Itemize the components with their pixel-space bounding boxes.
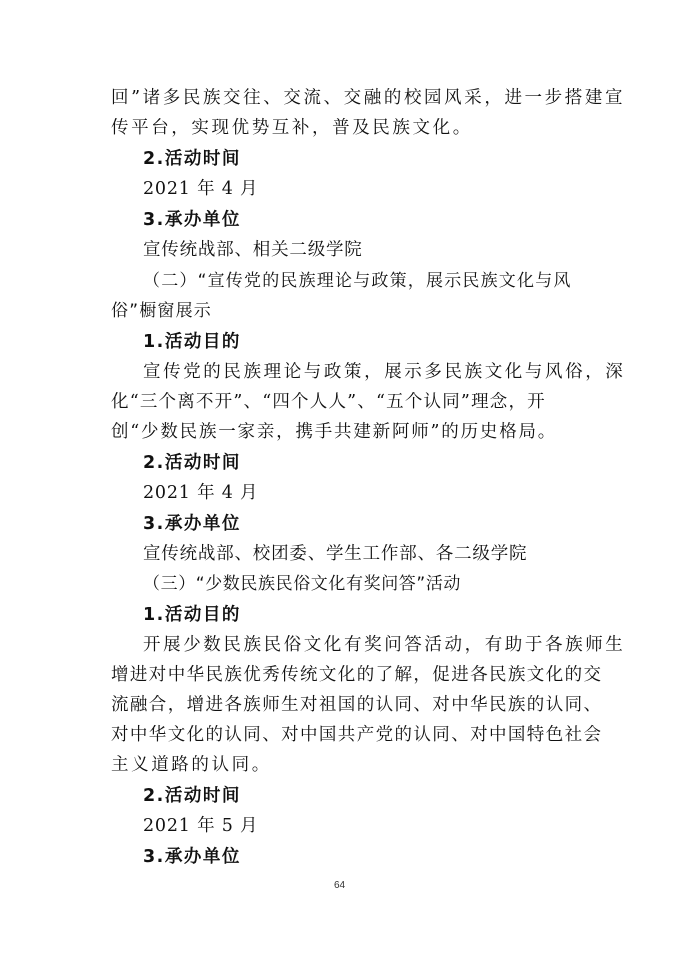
section-heading-activity-time: 2.活动时间 <box>143 786 241 806</box>
subsection-title-continued: 俗”橱窗展示 <box>111 301 213 321</box>
paragraph-line: 传平台，实现优势互补，普及民族文化。 <box>111 118 473 138</box>
paragraph-line: 增进对中华民族优秀传统文化的了解，促进各民族文化的交 <box>111 665 603 685</box>
section-heading-purpose: 1.活动目的 <box>143 332 241 352</box>
section-heading-organizer: 3.承办单位 <box>143 514 241 534</box>
paragraph-line: 开展少数民族民俗文化有奖问答活动，有助于各族师生 <box>143 635 626 655</box>
organizer-text: 宣传统战部、相关二级学院 <box>143 240 363 260</box>
subsection-title: （二）“宣传党的民族理论与政策，展示民族文化与风 <box>143 271 572 291</box>
section-heading-purpose: 1.活动目的 <box>143 605 241 625</box>
subsection-title: （三）“少数民族民俗文化有奖问答”活动 <box>143 574 462 594</box>
paragraph-line: 对中华文化的认同、对中国共产党的认同、对中国特色社会 <box>111 725 603 745</box>
activity-date: 2021 年 4 月 <box>143 483 259 503</box>
paragraph-line: 流融合，增进各族师生对祖国的认同、对中华民族的认同、 <box>111 695 603 715</box>
section-heading-activity-time: 2.活动时间 <box>143 453 241 473</box>
activity-date: 2021 年 4 月 <box>143 179 259 199</box>
paragraph-line: 化“三个离不开”、“四个人人”、“五个认同”理念，开 <box>111 392 546 412</box>
paragraph-line: 主义道路的认同。 <box>111 755 272 775</box>
section-heading-organizer: 3.承办单位 <box>143 210 241 230</box>
activity-date: 2021 年 5 月 <box>143 816 259 836</box>
page-number: 64 <box>333 880 346 891</box>
paragraph-line: 创“少数民族一家亲，携手共建新阿师”的历史格局。 <box>111 422 558 442</box>
paragraph-line: 回”诸多民族交往、交流、交融的校园风采，进一步搭建宣 <box>111 88 626 108</box>
section-heading-activity-time: 2.活动时间 <box>143 149 241 169</box>
section-heading-organizer: 3.承办单位 <box>143 847 241 867</box>
organizer-text: 宣传统战部、校团委、学生工作部、各二级学院 <box>143 544 528 564</box>
paragraph-line: 宣传党的民族理论与政策，展示多民族文化与风俗，深 <box>143 362 626 382</box>
